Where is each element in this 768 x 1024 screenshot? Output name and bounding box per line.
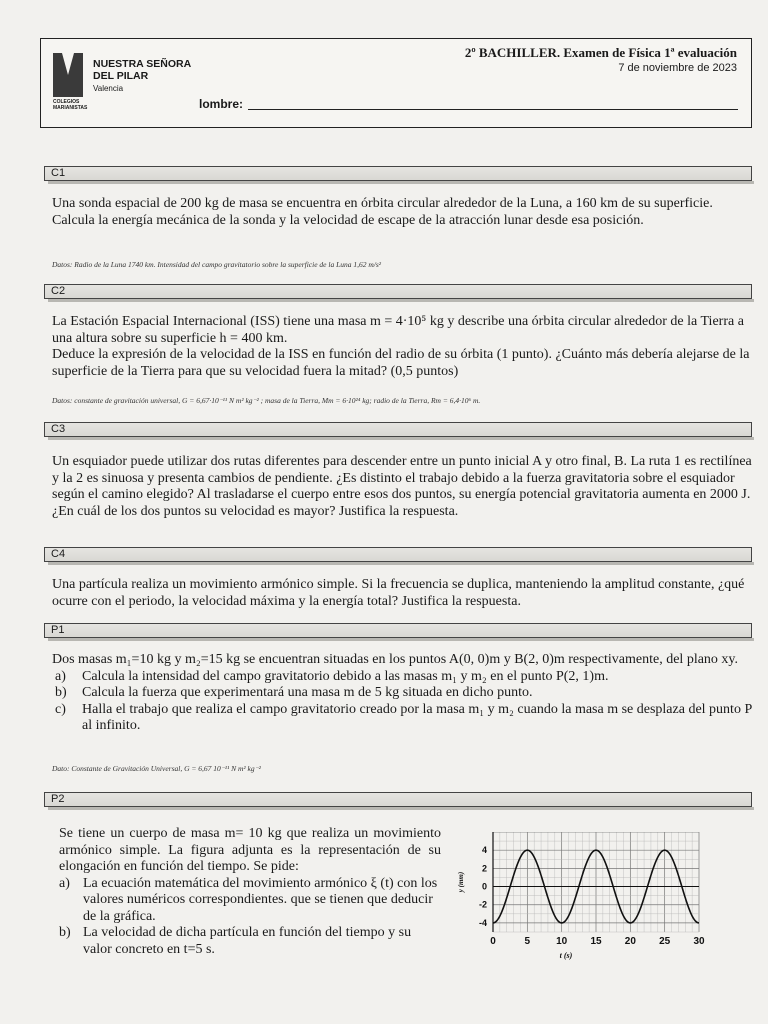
y-tick-label: 0 (481, 881, 487, 892)
question-label-c2: C2 (44, 284, 752, 299)
item-text: Calcula la intensidad del campo gravitatorio debido a las masas m₁ y m₂ en el punto P(2, 1)m. (82, 668, 609, 684)
question-label-p1: P1 (44, 623, 752, 638)
item-text: La ecuación matemática del movimiento armónico ξ (t) con los valores numéricos correspondientes. que se tienen que deducir de la gráfica. (83, 875, 438, 924)
question-text-p1 (52, 652, 752, 735)
school-logo (53, 53, 83, 97)
question-text-p2-statement: Se tiene un cuerpo de masa m= 10 kg que realiza un movimiento armónico simple. La figura adjunta es la representación de su elongación en función del tiempo. Se pide: (59, 826, 441, 874)
school-name-line2: DEL PILAR (93, 70, 149, 82)
question-p1-item-b (52, 685, 752, 702)
question-p2-item-b (59, 925, 441, 958)
question-data-c1: Datos: Radio de la Luna 1740 km. Intensidad del campo gravitatorio sobre la superficie de la Luna 1,62 m/s² (52, 260, 382, 269)
exam-date: 7 de noviembre de 2023 (618, 62, 737, 74)
x-tick-label: 20 (624, 936, 636, 947)
x-tick-label: 0 (490, 936, 496, 947)
y-tick-label: 2 (481, 863, 487, 874)
question-p2-items (59, 876, 441, 959)
question-p1-item-c (52, 702, 752, 735)
item-letter: b) (59, 925, 71, 940)
question-label-p2: P2 (44, 792, 752, 807)
question-text-p2 (59, 826, 441, 958)
name-label: lombre: (199, 97, 244, 111)
school-network: COLEGIOS MARIANISTAS (53, 99, 88, 111)
question-text-c4: Una partícula realiza un movimiento armónico simple. Si la frecuencia se duplica, manteniendo la amplitud constante, ¿qué ocurre con el periodo, la velocidad máxima y la energía total? Justifica la respuesta. (52, 577, 745, 609)
elongation-time-graph (453, 832, 723, 964)
question-text-c2 (52, 314, 752, 380)
item-text: La velocidad de dicha partícula en función del tiempo y su valor concreto en t=5 s. (83, 925, 412, 957)
question-data-c2: Datos: constante de gravitación universal, G = 6,67·10⁻¹¹ N m² kg⁻² ; masa de la Tierra, Mт = 6·10²⁴ kg; radio de la Tierra, Rт = 6,4·10⁶ m. (52, 396, 481, 405)
x-tick-label: 25 (659, 936, 671, 947)
question-p2-item-a (59, 876, 441, 926)
x-tick-label: 5 (524, 936, 531, 947)
item-text: Calcula la fuerza que experimentará una masa m de 5 kg situada en dicho punto. (82, 685, 533, 700)
question-p1-item-a (52, 669, 752, 686)
exam-header (40, 38, 752, 128)
question-label-c1: C1 (44, 166, 752, 181)
question-label-c4: C4 (44, 547, 752, 562)
exam-title: 2º BACHILLER. Examen de Física 1ª evaluación (464, 45, 737, 60)
item-letter: b) (55, 685, 67, 700)
item-letter: a) (59, 875, 70, 891)
school-city: Valencia (93, 84, 124, 93)
x-axis-label: t (s) (559, 951, 573, 960)
question-p1-items (52, 669, 752, 735)
school-name-line1: NUESTRA SEÑORA (93, 58, 192, 70)
question-data-p1: Dato: Constante de Gravitación Universal, G = 6,67 10⁻¹¹ N m² kg⁻² (52, 764, 261, 773)
question-text-c2-statement: La Estación Espacial Internacional (ISS) tiene una masa m = 4·10⁵ kg y describe una órbita circular alrededor de la Tierra a una altura sobre su superficie h = 400 km. (52, 314, 744, 346)
question-text-c1: Una sonda espacial de 200 kg de masa se encuentra en órbita circular alrededor de la Luna, a 160 km de su superficie. Calcula la energía mecánica de la sonda y la velocidad de escape de la atracción lunar desde esa posición. (52, 196, 713, 228)
question-text-c2-task: Deduce la expresión de la velocidad de la ISS en función del radio de su órbita (1 punto). ¿Cuánto más debería alejarse de la superficie de la Tierra para que su velocidad fuera la mitad? (0,5 puntos) (52, 347, 750, 379)
school-name (93, 58, 233, 82)
item-letter: c) (55, 701, 66, 717)
question-text-c3: Un esquiador puede utilizar dos rutas diferentes para descender entre un punto inicial A y otro final, B. La ruta 1 es rectilínea y la 2 es sinuosa y presenta cambios de pendiente. ¿Es distinto el trabajo debido a la fuerza gravitatoria sobre el esquiador según el camino elegido? Al trasladarse el cuerpo entre esos dos puntos, su energía potencial gravitatoria aumenta en 2000 J. ¿En cuál de los dos puntos su velocidad es mayor? Justifica la respuesta. (52, 454, 752, 519)
y-tick-label: 4 (481, 845, 487, 856)
y-tick-label: -4 (478, 917, 487, 928)
question-label-c3: C3 (44, 422, 752, 437)
question-text-p1-statement: Dos masas m₁=10 kg y m₂=15 kg se encuentran situadas en los puntos A(0, 0)m y B(2, 0)m respectivamente, del plano xy. (52, 652, 739, 667)
name-line (248, 109, 738, 110)
x-tick-label: 10 (556, 936, 568, 947)
x-tick-label: 15 (590, 936, 602, 947)
item-letter: a) (55, 668, 66, 684)
x-tick-label: 30 (693, 936, 705, 947)
y-tick-label: -2 (478, 899, 487, 910)
item-text: Halla el trabajo que realiza el campo gravitatorio creado por la masa m₁ y m₂ cuando la masa m se desplaza del punto P al infinito. (82, 701, 752, 733)
y-axis-label: y (mm) (457, 871, 465, 893)
